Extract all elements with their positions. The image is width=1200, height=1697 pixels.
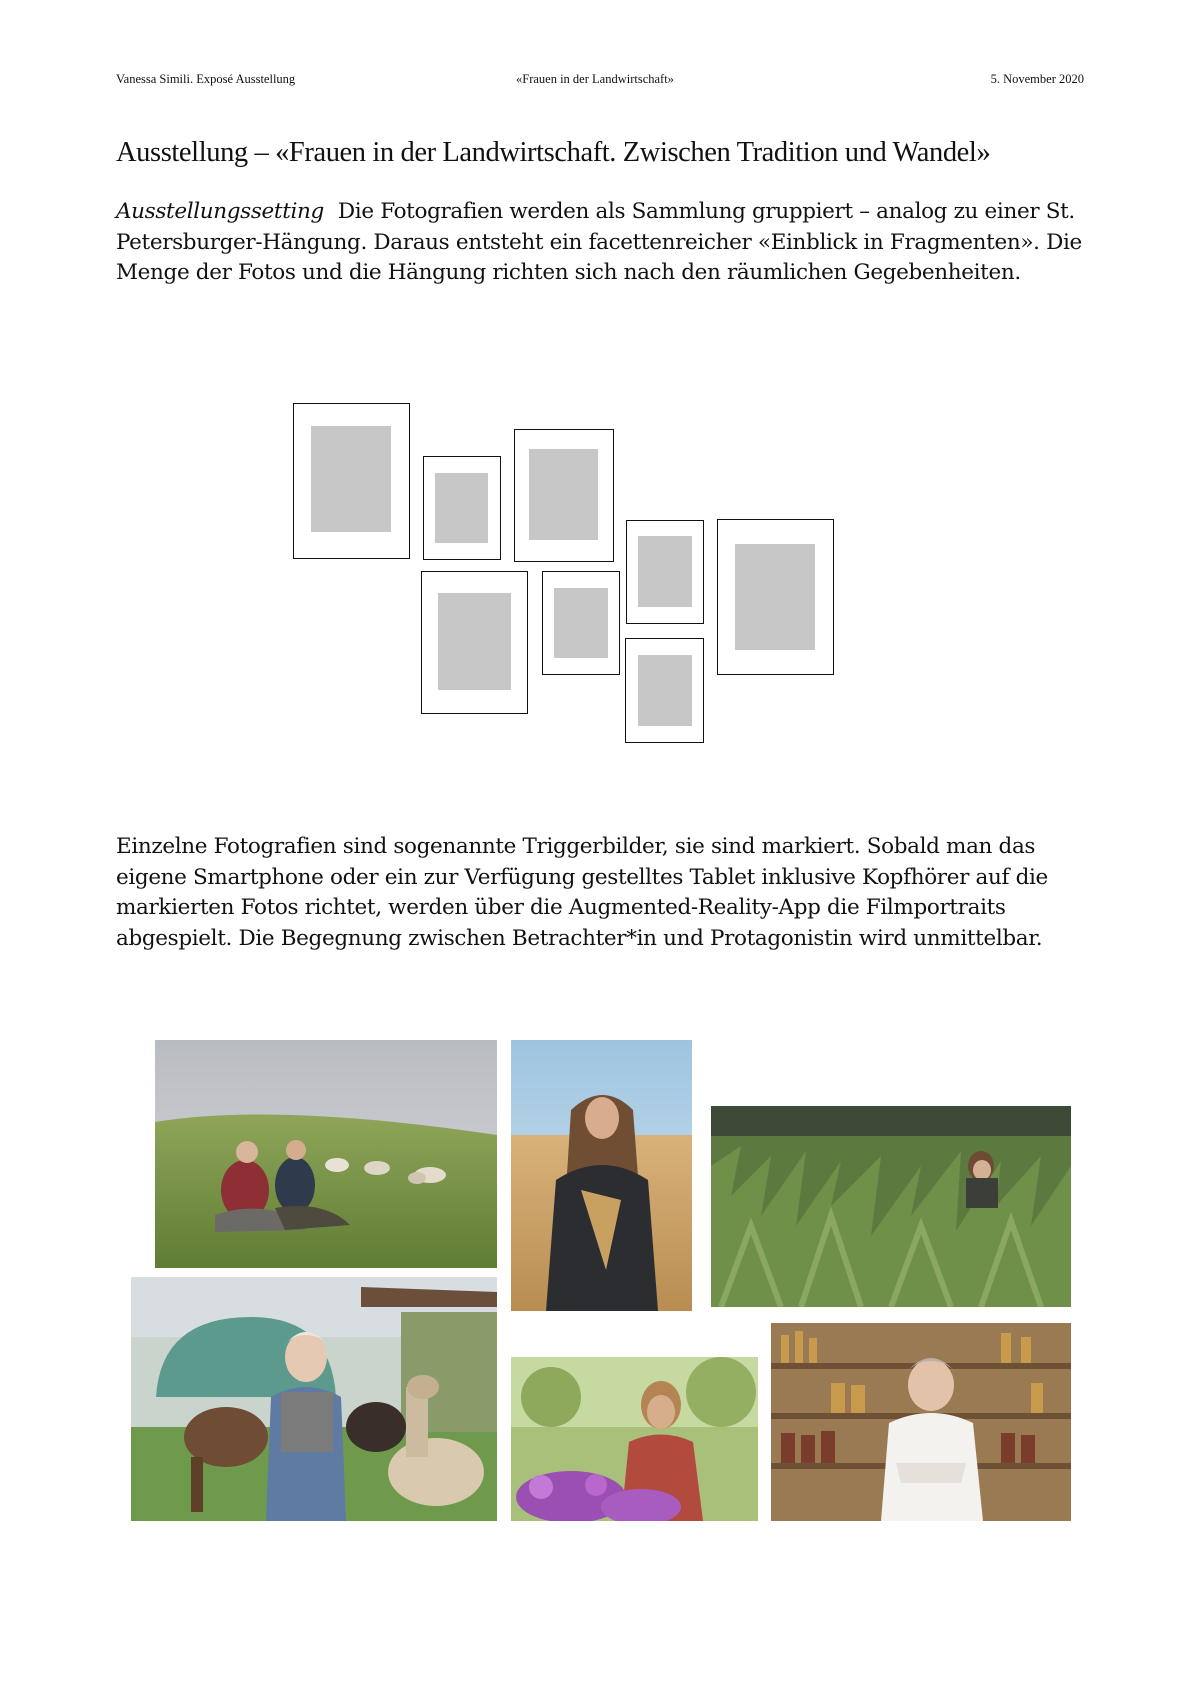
photo-wheat-field — [511, 1040, 692, 1311]
photo-slot — [311, 426, 391, 532]
photo-slot — [438, 593, 511, 690]
frame-3 — [514, 429, 614, 562]
frame-2 — [423, 456, 501, 560]
photo-flowers — [511, 1357, 758, 1521]
photo-slot — [435, 473, 488, 543]
paragraph-body: Die Fotografien werden als Sammlung gruppiert – analog zu einer St. Petersburger-Hängung. Daraus entsteht ein facettenreicher «Einblick in Fragmenten». Die Menge der Fotos und die Hängung richten sich nach den räumlichen Gegebenheiten. — [116, 199, 1082, 285]
frame-7 — [542, 571, 620, 675]
frame-8 — [625, 638, 704, 743]
frame-5 — [717, 519, 834, 675]
header-date: 5. November 2020 — [990, 72, 1084, 86]
frame-6 — [421, 571, 528, 714]
photo-farm-shop — [771, 1323, 1071, 1521]
photo-slot — [638, 655, 692, 726]
photo-slot — [638, 536, 692, 607]
hanging-diagram — [290, 398, 850, 750]
photo-slot — [554, 588, 608, 658]
photo-slot — [529, 449, 598, 540]
page-title: Ausstellung – «Frauen in der Landwirtschaft. Zwischen Tradition und Wandel» — [116, 137, 991, 168]
photo-cornfield — [711, 1106, 1071, 1307]
frame-1 — [293, 403, 410, 559]
header-project: «Frauen in der Landwirtschaft» — [516, 72, 674, 86]
paragraph-lead: Ausstellungssetting — [116, 199, 324, 224]
paragraph-triggerbilder: Einzelne Fotografien sind sogenannte Triggerbilder, sie sind markiert. Sobald man das eigene Smartphone oder ein zur Verfügung gestelltes Tablet inklusive Kopfhörer auf die markierten Fotos richtet, werden über die Augmented-Reality-App die Filmportraits abgespielt. Die Begegnung zwischen Betrachter*in und Protagonistin wird unmittelbar. — [116, 834, 1048, 951]
photo-slot — [735, 544, 815, 650]
photo-meadow-sheep — [155, 1040, 497, 1268]
header-author: Vanessa Simili. Exposé Ausstellung — [116, 72, 296, 86]
paragraph-ausstellungssetting — [116, 197, 1101, 289]
frame-4 — [626, 520, 704, 624]
photo-alpacas — [131, 1277, 497, 1521]
